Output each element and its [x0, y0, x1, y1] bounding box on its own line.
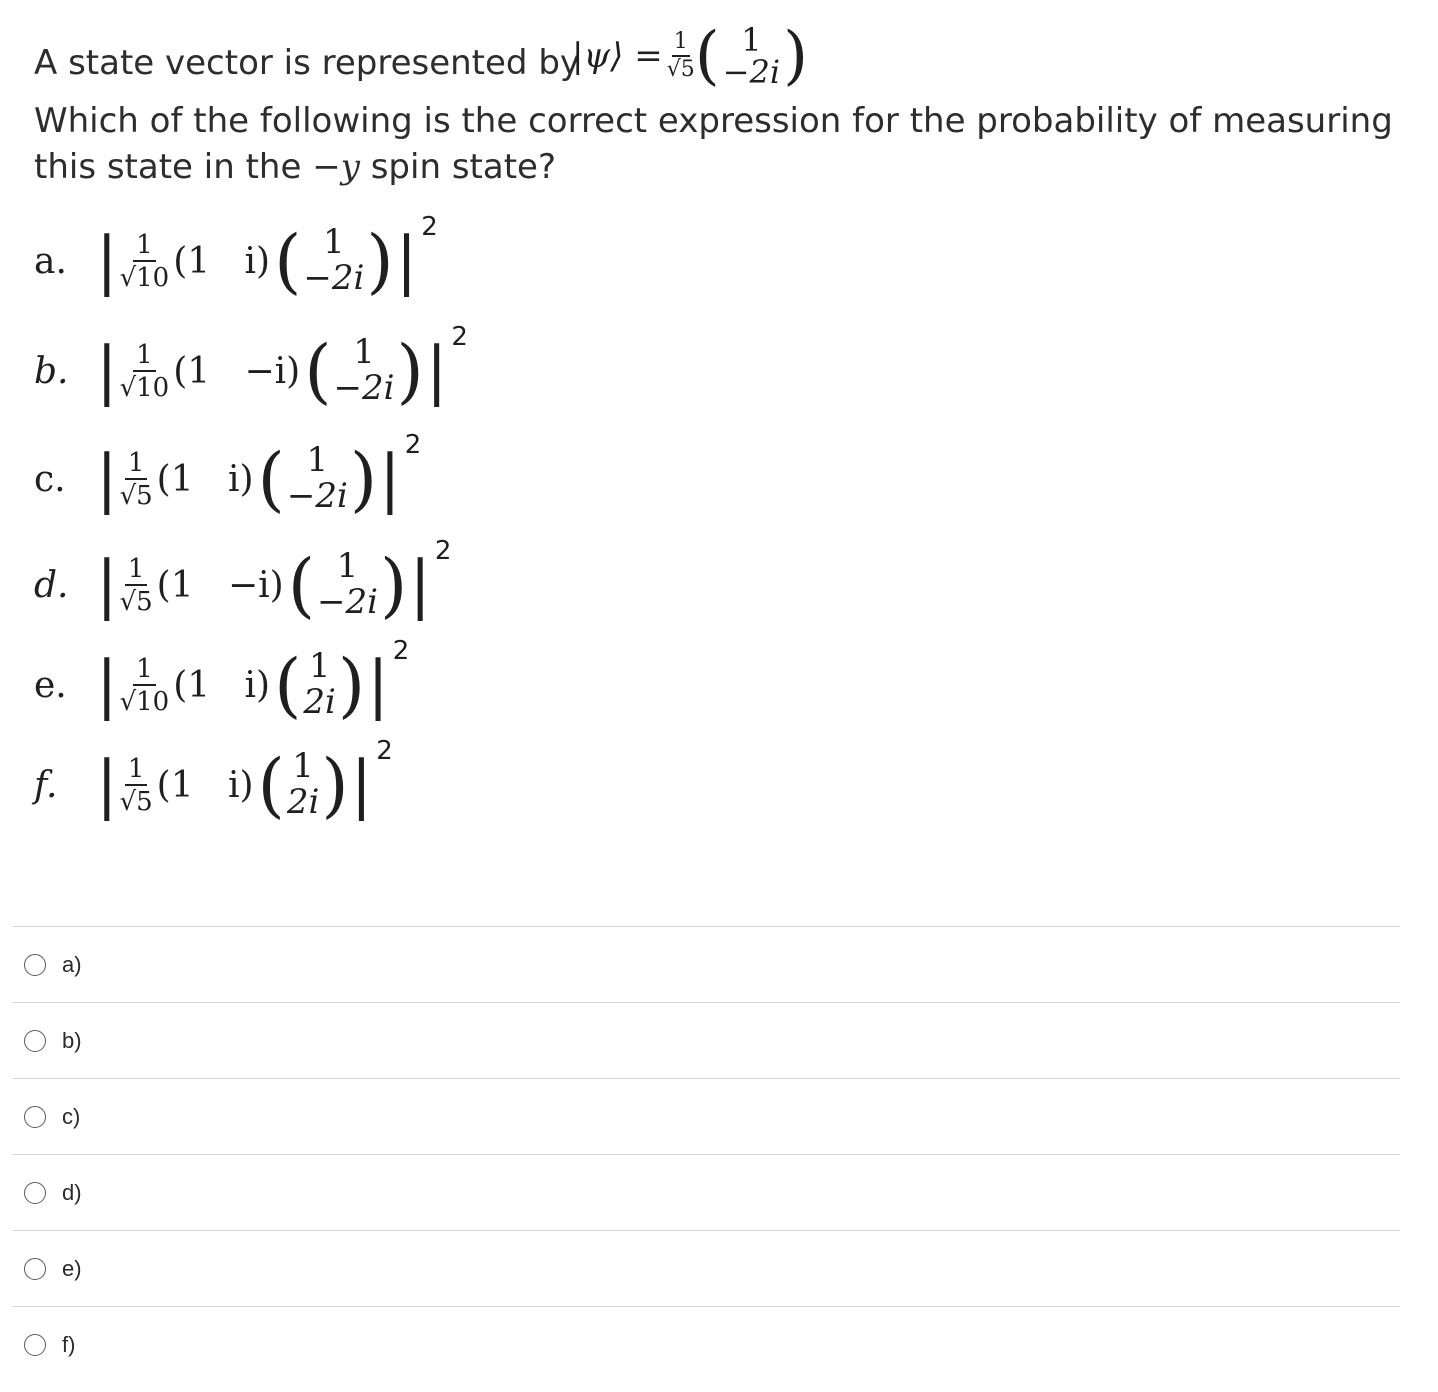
lparen: ( — [287, 544, 315, 626]
abs-bar-left: | — [96, 648, 118, 722]
answer-choice-c[interactable] — [12, 1078, 1400, 1154]
option-label: a. — [34, 240, 67, 282]
column-vector — [274, 644, 366, 726]
bra-row: (1 i) — [156, 458, 254, 500]
bra-row: (1 −i) — [173, 350, 301, 392]
answer-choice-e[interactable] — [12, 1230, 1400, 1306]
vector-col — [285, 440, 350, 516]
vector-top: 1 — [741, 21, 762, 59]
option-d — [34, 536, 452, 630]
exponent: 2 — [451, 322, 468, 352]
rparen: ) — [321, 744, 349, 826]
answer-label: b) — [62, 1027, 82, 1053]
vec-top: 1 — [308, 646, 331, 687]
exponent: 2 — [404, 430, 422, 460]
option-label: e. — [34, 664, 67, 706]
abs-bar-right: | — [367, 648, 389, 722]
coef-den: √5 — [119, 586, 153, 617]
question-line-1 — [34, 40, 580, 86]
answer-label: e) — [62, 1255, 82, 1281]
vec-bot: −2i — [303, 258, 365, 298]
exponent: 2 — [434, 536, 452, 566]
coef-den: √5 — [119, 480, 153, 511]
option-label: c. — [34, 458, 66, 500]
vec-bot: −2i — [333, 368, 395, 408]
normalization-fraction — [667, 31, 695, 81]
rparen: ) — [349, 438, 378, 520]
abs-bar-left: | — [96, 548, 118, 622]
lparen: ( — [274, 644, 302, 726]
column-vector — [257, 744, 349, 826]
vec-top: 1 — [353, 332, 375, 373]
coef-den: √10 — [119, 686, 170, 717]
rparen: ) — [380, 544, 408, 626]
abs-bar-right: | — [379, 442, 401, 516]
left-paren: ( — [694, 19, 720, 93]
radio-button[interactable] — [24, 1106, 46, 1128]
abs-bar-left: | — [96, 334, 118, 408]
question-intro: A state vector is represented by — [34, 43, 581, 83]
option-b — [34, 322, 468, 416]
answer-choices — [12, 926, 1400, 1382]
vec-top: 1 — [292, 746, 314, 787]
exponent: 2 — [392, 636, 410, 666]
right-paren: ) — [783, 19, 809, 93]
lparen: ( — [257, 744, 285, 826]
coefficient-fraction — [119, 753, 153, 817]
exponent: 2 — [421, 212, 438, 242]
lparen: ( — [274, 220, 302, 302]
coefficient-fraction — [119, 229, 170, 293]
coef-num: 1 — [133, 342, 156, 372]
column-vector — [287, 544, 408, 626]
abs-bar-left: | — [96, 224, 118, 298]
question-line-3 — [34, 144, 556, 190]
coef-num: 1 — [125, 756, 148, 786]
minus-y-symbol: −y — [312, 147, 360, 187]
radio-button[interactable] — [24, 1258, 46, 1280]
answer-choice-f[interactable] — [12, 1306, 1400, 1382]
column-vector — [304, 330, 424, 412]
vector-bottom: −2i — [722, 53, 781, 91]
vector-col — [285, 746, 322, 822]
lparen: ( — [257, 438, 285, 520]
exponent: 2 — [376, 736, 393, 766]
radio-button[interactable] — [24, 1030, 46, 1052]
normalization-numerator: 1 — [672, 31, 690, 57]
vec-top: 1 — [323, 222, 345, 263]
coef-den: √5 — [119, 786, 153, 817]
bra-row: (1 −i) — [156, 564, 284, 606]
abs-bar-left: | — [96, 748, 118, 822]
vec-bot: 2i — [303, 682, 336, 722]
column-vector — [257, 438, 378, 520]
coefficient-fraction — [119, 653, 170, 717]
rparen: ) — [396, 330, 424, 412]
coef-num: 1 — [133, 656, 156, 686]
abs-bar-left: | — [96, 442, 118, 516]
answer-label: f) — [62, 1331, 76, 1357]
state-vector-expression — [572, 19, 809, 93]
vector-col — [301, 646, 338, 722]
coef-num: 1 — [125, 450, 148, 480]
ket-psi: |𝜓⟩ = — [572, 36, 663, 76]
vector-col — [332, 332, 397, 408]
radio-button[interactable] — [24, 1334, 46, 1356]
rparen: ) — [366, 220, 394, 302]
question-line-3-start: this state in the — [34, 147, 313, 187]
option-c — [34, 430, 422, 524]
column-vector — [274, 220, 394, 302]
coef-den: √10 — [119, 372, 170, 403]
coef-num: 1 — [125, 556, 148, 586]
question-line-3-end: spin state? — [359, 147, 556, 187]
option-f — [34, 736, 393, 830]
answer-label: c) — [62, 1103, 81, 1129]
vec-bot: −2i — [286, 476, 348, 516]
bra-row: (1 i) — [173, 240, 271, 282]
coefficient-fraction — [119, 447, 153, 511]
option-label: d. — [34, 564, 69, 606]
question-line-2: Which of the following is the correct expression for the probability of measuring — [34, 101, 1393, 141]
answer-choice-b[interactable] — [12, 1002, 1400, 1078]
coef-num: 1 — [133, 232, 156, 262]
answer-choice-a[interactable] — [12, 926, 1400, 1002]
answer-choice-d[interactable] — [12, 1154, 1400, 1230]
vector-col — [301, 222, 366, 298]
option-a — [34, 212, 438, 306]
vec-bot: −2i — [317, 582, 378, 622]
vector-col — [315, 546, 380, 622]
rparen: ) — [337, 644, 366, 726]
lparen: ( — [304, 330, 332, 412]
normalization-denominator: √5 — [666, 57, 695, 82]
vector-entries — [720, 21, 783, 91]
vec-top: 1 — [306, 440, 329, 481]
radio-button[interactable] — [24, 1182, 46, 1204]
bra-row: (1 i) — [173, 664, 271, 706]
vec-bot: 2i — [286, 782, 320, 822]
option-label: f. — [34, 764, 58, 806]
answer-label: a) — [62, 951, 82, 977]
radio-button[interactable] — [24, 954, 46, 976]
coefficient-fraction — [119, 553, 153, 617]
answer-label: d) — [62, 1179, 82, 1205]
option-e — [34, 636, 410, 730]
state-column-vector — [694, 19, 809, 93]
coefficient-fraction — [119, 339, 170, 403]
abs-bar-right: | — [425, 334, 448, 408]
abs-bar-right: | — [409, 548, 431, 622]
abs-bar-right: | — [395, 224, 418, 298]
bra-row: (1 i) — [156, 764, 254, 806]
coef-den: √10 — [119, 262, 170, 293]
abs-bar-right: | — [350, 748, 373, 822]
vec-top: 1 — [336, 546, 359, 587]
option-label: b. — [34, 350, 69, 392]
